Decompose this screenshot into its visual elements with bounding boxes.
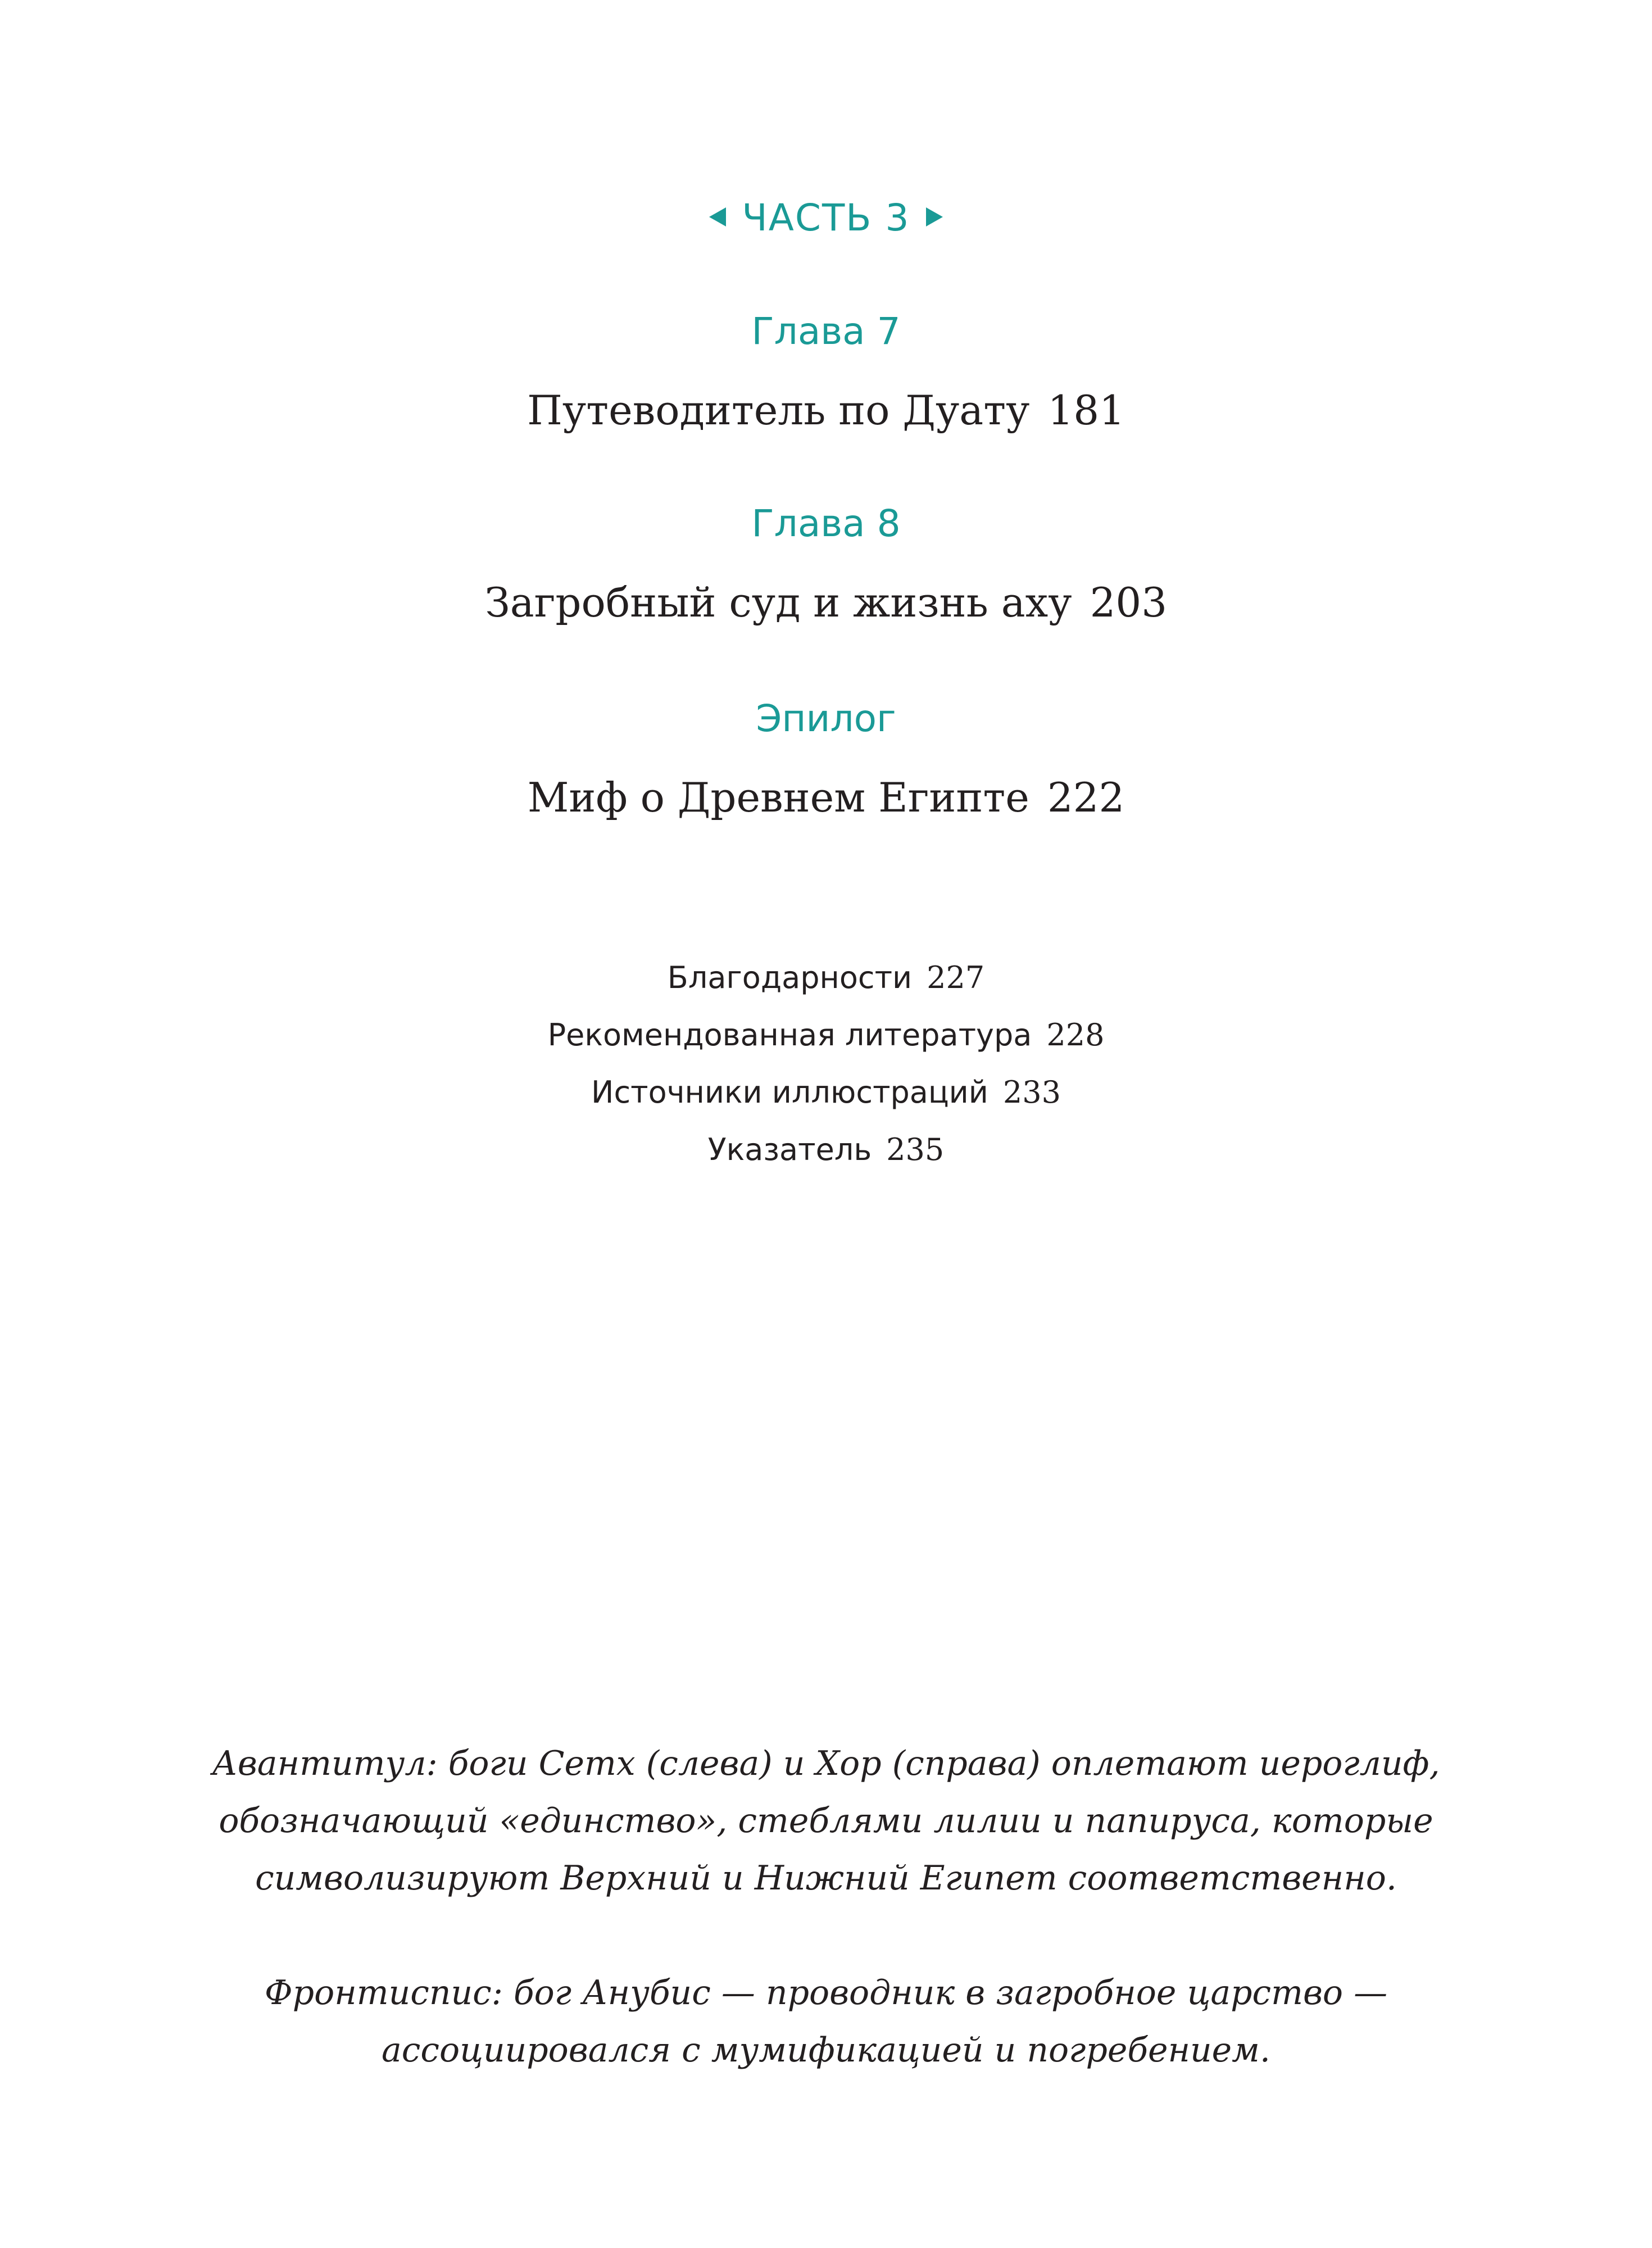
chapter-7-entry: [0, 387, 1652, 434]
triangle-right-icon: [926, 207, 943, 226]
back-matter-page: 235: [886, 1132, 945, 1167]
back-matter-page: 228: [1046, 1017, 1105, 1053]
half-title-caption-line-1: Авантитул: боги Сетх (слева) и Хор (справа) оплетают иероглиф,: [212, 1744, 1440, 1783]
chapter-8-page: 203: [1090, 579, 1168, 626]
chapter-8-label: Глава 8: [751, 502, 901, 545]
back-matter-index: [0, 1132, 1652, 1167]
back-matter-further-reading: [0, 1017, 1652, 1053]
epilogue-page: 222: [1047, 774, 1125, 821]
frontispiece-caption-line-1: Фронтиспис: бог Анубис — проводник в загробное царство —: [264, 1973, 1388, 2013]
half-title-caption-line-2: обозначающий «единство», стеблями лилии и папируса, которые: [219, 1801, 1433, 1841]
half-title-caption-line-3: символизируют Верхний и Нижний Египет соответственно.: [255, 1859, 1397, 1898]
frontispiece-caption-line-2: ассоциировался с мумификацией и погребением.: [382, 2031, 1270, 2070]
back-matter-acknowledgements: [0, 960, 1652, 995]
chapter-8-entry: [0, 579, 1652, 626]
back-matter-title: Источники иллюстраций: [591, 1075, 988, 1110]
chapter-7-title: Путеводитель по Дуату: [527, 387, 1030, 434]
back-matter-title: Рекомендованная литература: [547, 1017, 1032, 1053]
epilogue-entry: [0, 774, 1652, 821]
back-matter-illustration-sources: [0, 1077, 1652, 1108]
part-heading: [0, 196, 1652, 239]
back-matter-page: 233: [1002, 1075, 1061, 1110]
epilogue-label: Эпилог: [756, 697, 896, 740]
back-matter-title: Указатель: [707, 1132, 872, 1167]
part-label: ЧАСТЬ 3: [742, 196, 910, 239]
chapter-8-title: Загробный суд и жизнь аху: [484, 579, 1072, 626]
chapter-7-label: Глава 7: [751, 310, 901, 353]
back-matter-page: 227: [927, 960, 985, 995]
triangle-left-icon: [709, 207, 726, 226]
back-matter-title: Благодарности: [667, 960, 913, 995]
epilogue-title: Миф о Древнем Египте: [527, 774, 1029, 821]
chapter-7-page: 181: [1047, 387, 1125, 434]
